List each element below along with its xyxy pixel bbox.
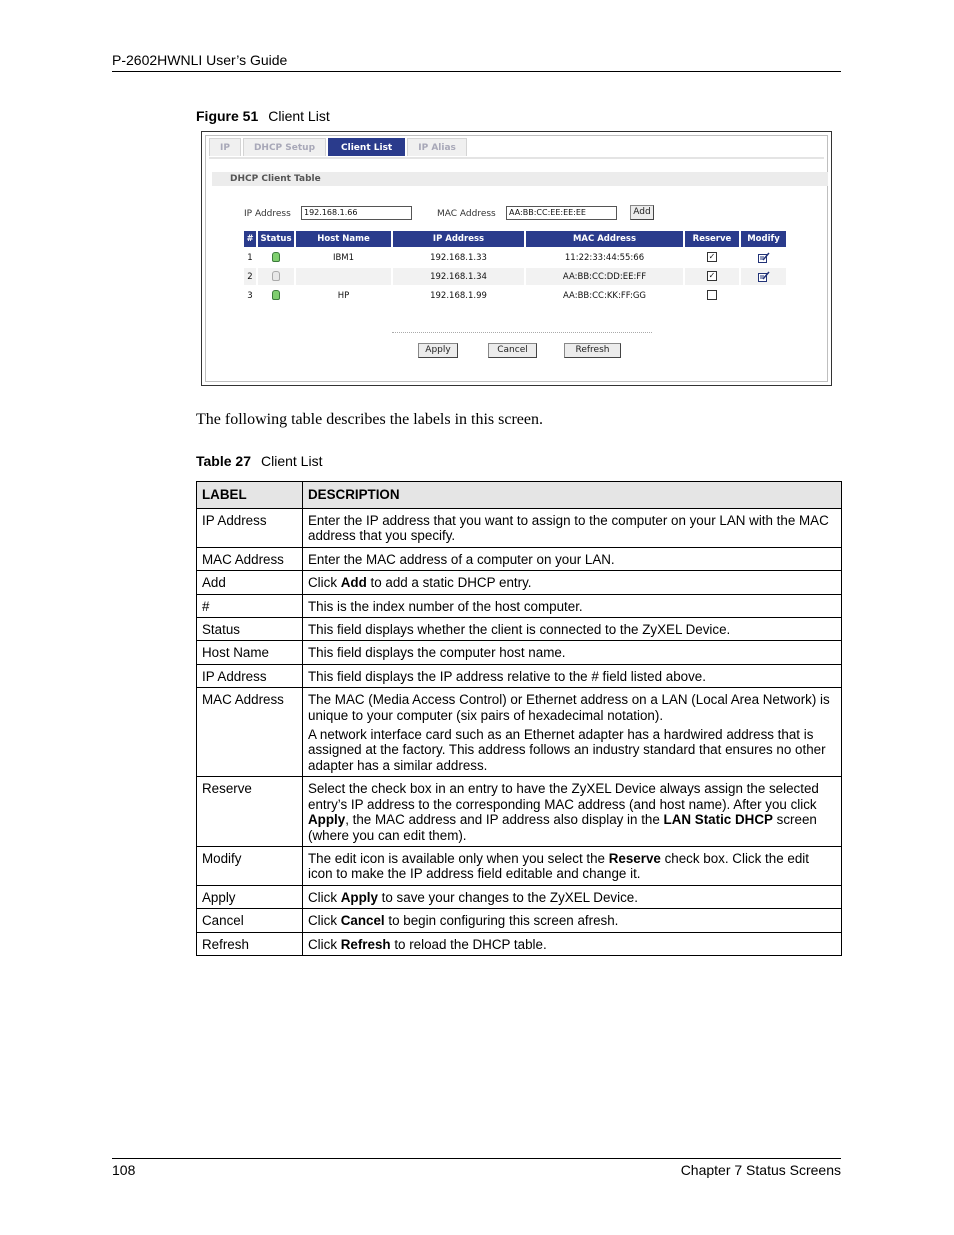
status-disconnected-icon [272,271,280,281]
tab-dhcp-setup[interactable]: DHCP Setup [243,138,326,156]
footer-rule [112,1158,841,1159]
dotted-divider [392,332,652,333]
description-header: DESCRIPTION [303,482,842,509]
client-row [244,249,786,266]
row-index: 2 [244,268,256,285]
desc-text: to reload the DHCP table. [390,936,547,952]
mac-address-label: MAC Address [437,209,496,219]
desc-bold: Apply [340,889,378,905]
row-mac: AA:BB:CC:KK:FF:GG [562,290,646,301]
desc-text: to save your changes to the ZyXEL Device. [377,889,638,905]
row-mac: AA:BB:CC:DD:EE:FF [526,268,683,285]
table-row [197,664,842,687]
edit-icon[interactable] [758,252,770,263]
row-ip: 192.168.1.34 [393,268,524,285]
table-row [197,641,842,664]
row-description [303,777,842,847]
row-reserve [685,287,739,304]
desc-text: check box. Click the edit icon to make the IP address field editable and change it. [308,850,809,882]
row-ip: 192.168.1.99 [430,290,487,301]
header-rule [112,71,841,72]
desc-text: , the MAC address and IP address also display in the [345,812,664,828]
desc-paragraph: A network interface card such as an Ethernet adapter has a hardwired address that is assigned at the factory. This address follows an industry standard that ensures no other adapter has a similar address. [308,727,826,773]
row-reserve [685,249,739,266]
row-description: This is the index number of the host computer. [303,594,842,617]
row-label: Refresh [197,932,303,955]
table-row [197,509,842,548]
edit-icon[interactable] [758,271,770,282]
row-modify [741,249,786,266]
table-row [197,618,842,641]
intro-paragraph: The following table describes the labels in this screen. [196,411,544,428]
row-description [303,932,842,955]
section-title: DHCP Client Table [212,172,828,186]
tab-ip-alias[interactable]: IP Alias [407,138,467,156]
col-index: # [244,231,256,247]
desc-paragraph: The MAC (Media Access Control) or Ethernet address on a LAN (Local Area Network) is unique to your computer (six pairs of hexadecimal notation). [308,692,830,723]
tab-underline [209,157,824,159]
desc-bold: Apply [308,812,346,828]
row-label: IP Address [197,509,303,548]
row-label: Status [197,618,303,641]
figure-title: Client List [268,108,330,124]
desc-text: Click [308,913,341,929]
table-row [197,571,842,594]
table-title: Client List [261,453,323,469]
row-description: This field displays the IP address relative to the # field listed above. [303,664,842,687]
dhcp-client-table [242,229,788,306]
table-row [197,594,842,617]
row-description: Enter the MAC address of a computer on your LAN. [303,547,842,570]
tab-ip[interactable]: IP [209,138,241,156]
row-label: Host Name [197,641,303,664]
table-row [197,909,842,932]
desc-bold: Refresh [340,936,391,952]
row-reserve [685,268,739,285]
desc-text: to add a static DHCP entry. [366,575,532,591]
row-description: This field displays whether the client is connected to the ZyXEL Device. [303,618,842,641]
table-row [197,885,842,908]
row-modify [741,268,786,285]
col-mac-address: MAC Address [526,231,683,247]
chapter-title: Chapter 7 Status Screens [680,1162,841,1178]
row-description: Enter the IP address that you want to assign to the computer on your LAN with the MAC address that you specify. [303,509,842,548]
table-header-row [197,482,842,509]
mac-address-input[interactable]: AA:BB:CC:EE:EE:EE [506,206,617,220]
row-label: Apply [197,885,303,908]
figure-caption [196,108,330,124]
row-label: Modify [197,846,303,885]
row-host: HP [337,290,350,301]
desc-text: screen (where you can edit them). [308,812,817,843]
desc-text: Click [308,575,341,591]
client-row [244,287,786,304]
row-description [303,688,842,777]
row-description [303,885,842,908]
cancel-button[interactable]: Cancel [488,343,537,358]
row-status [258,287,294,304]
ip-address-input[interactable]: 192.168.1.66 [301,206,412,220]
col-host-name: Host Name [296,231,391,247]
row-ip: 192.168.1.33 [430,252,487,263]
running-header: P-2602HWNLI User’s Guide [112,52,288,68]
desc-bold: Cancel [340,913,385,929]
reserve-checkbox[interactable]: ✓ [708,252,716,262]
reserve-checkbox[interactable]: ✓ [708,271,716,281]
col-reserve: Reserve [685,231,739,247]
desc-text: Click [308,889,341,905]
add-button[interactable]: Add [630,205,654,220]
col-ip-address: IP Address [393,231,524,247]
row-host: IBM1 [332,252,355,263]
row-label: Cancel [197,909,303,932]
apply-button[interactable]: Apply [418,343,458,358]
row-label: MAC Address [197,547,303,570]
table-caption [196,453,322,469]
desc-text: Select the check box in an entry to have the ZyXEL Device always assign the selected entry’s IP address to the corresponding MAC address (and host name). After you click [308,781,819,812]
table-row [197,688,842,777]
reserve-checkbox[interactable] [707,290,717,300]
client-row [244,268,786,285]
table-row [197,846,842,885]
table-row [197,777,842,847]
row-label: Reserve [197,777,303,847]
table-row [197,547,842,570]
row-status [258,249,294,266]
row-index: 3 [247,290,253,301]
tab-bar [209,138,467,157]
desc-text: The edit icon is available only when you select the [308,850,609,866]
refresh-button[interactable]: Refresh [564,343,621,358]
row-label: IP Address [197,664,303,687]
screenshot-panel [205,135,828,382]
client-list-screenshot [201,131,832,386]
client-table-header [244,231,786,247]
row-description [303,571,842,594]
row-index: 1 [247,252,253,263]
status-connected-icon [272,290,280,300]
desc-text: Click [308,936,341,952]
status-connected-icon [272,252,280,262]
ip-address-label: IP Address [244,209,291,219]
row-description: This field displays the computer host name. [303,641,842,664]
row-description [303,909,842,932]
row-label: MAC Address [197,688,303,777]
col-modify: Modify [741,231,786,247]
table-label: Table 27 [196,453,251,469]
row-description [303,846,842,885]
row-label: Add [197,571,303,594]
desc-text: to begin configuring this screen afresh. [384,913,619,929]
page-number: 108 [112,1162,136,1178]
row-label: # [197,594,303,617]
table-row [197,932,842,955]
label-header: LABEL [197,482,303,509]
row-status [258,268,294,285]
row-modify [741,287,786,304]
tab-client-list[interactable]: Client List [328,138,405,156]
desc-bold: Reserve [608,850,661,866]
figure-label: Figure 51 [196,108,259,124]
label-description-table [196,481,842,956]
row-host [296,268,391,285]
desc-bold: Add [340,575,367,591]
row-mac: 11:22:33:44:55:66 [564,252,645,263]
desc-bold: LAN Static DHCP [663,812,773,828]
col-status: Status [258,231,294,247]
